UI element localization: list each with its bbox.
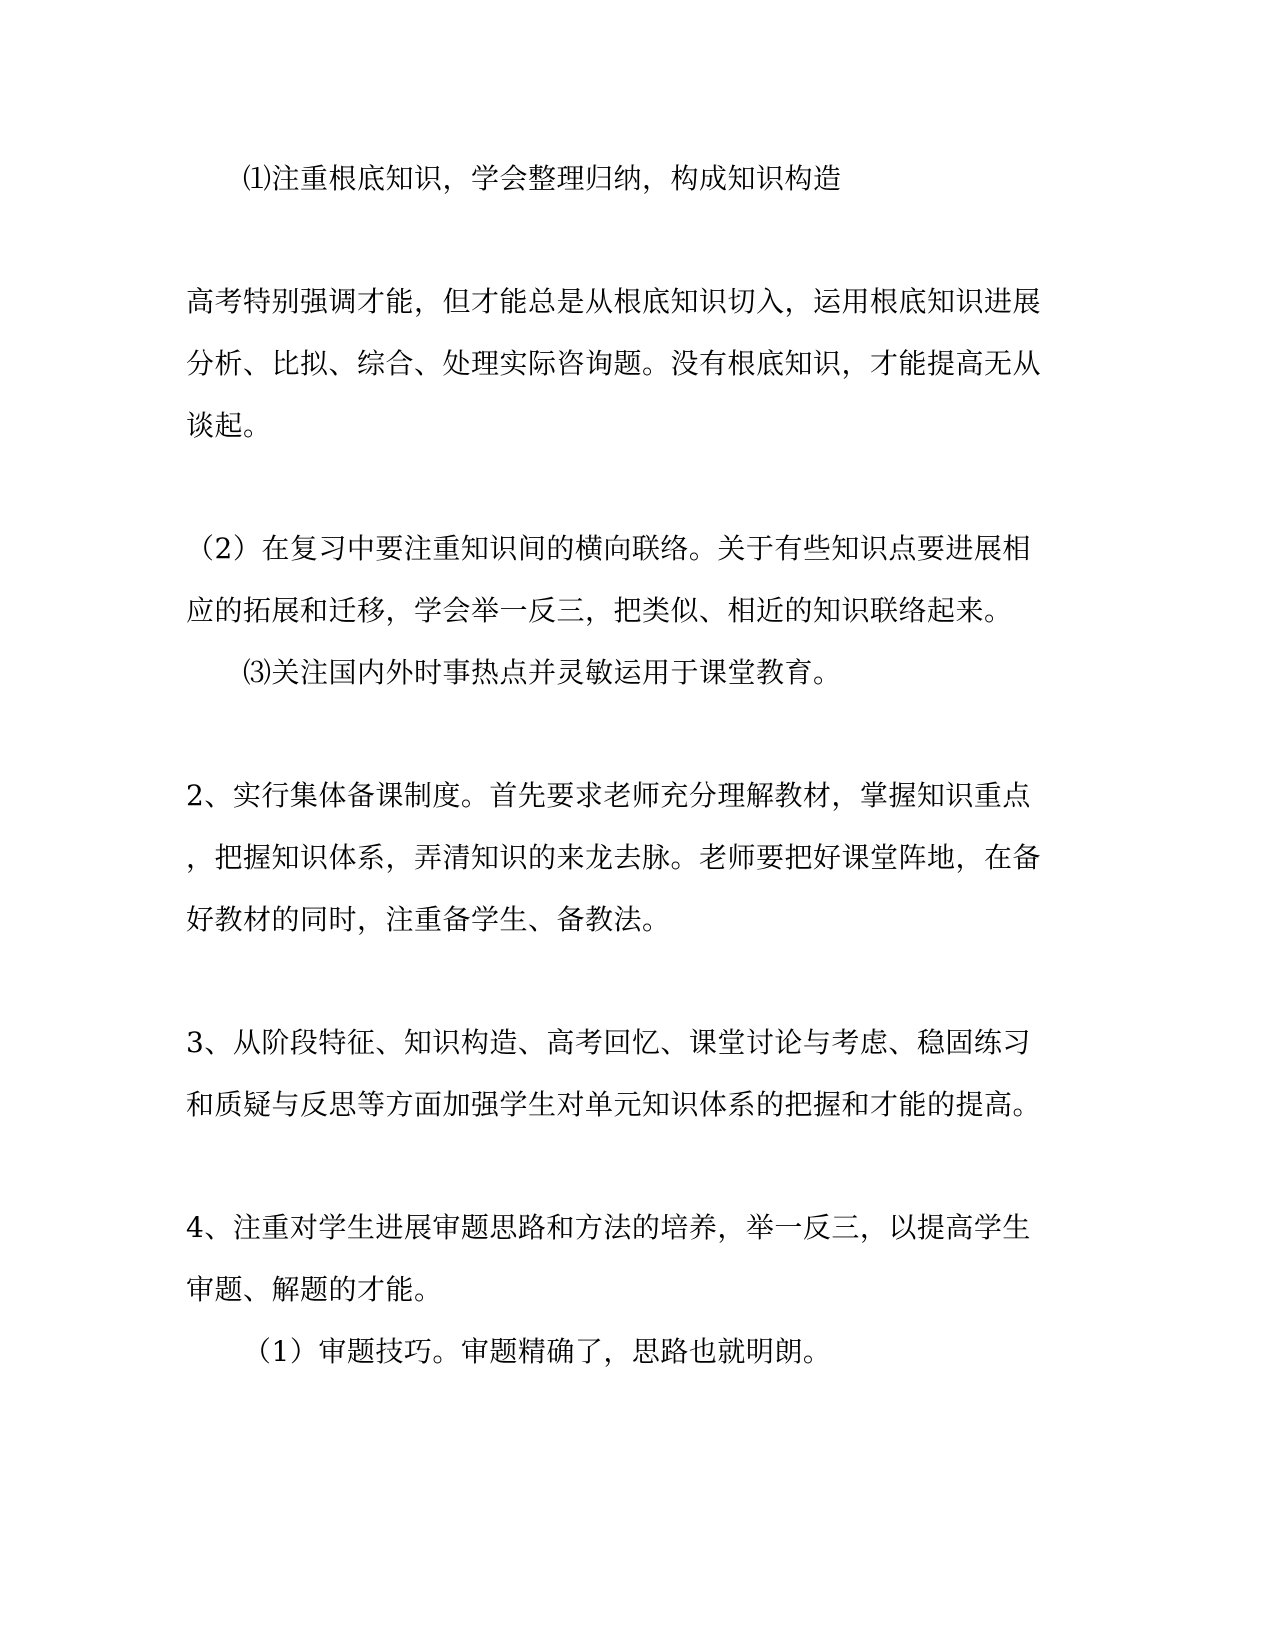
text-line: 谈起。: [186, 409, 272, 442]
text-line: ⑴注重根底知识，学会整理归纳，构成知识构造: [243, 162, 842, 195]
text-line: 应的拓展和迁移，学会举一反三，把类似、相近的知识联络起来。: [186, 594, 1013, 627]
text-line: 和质疑与反思等方面加强学生对单元知识体系的把握和才能的提高。: [186, 1088, 1042, 1121]
text-line: （2）在复习中要注重知识间的横向联络。关于有些知识点要进展相: [186, 532, 1031, 565]
text-line: 好教材的同时，注重备学生、备教法。: [186, 903, 671, 936]
text-line: 审题、解题的才能。: [186, 1273, 443, 1306]
text-line: 高考特别强调才能，但才能总是从根底知识切入，运用根底知识进展: [186, 285, 1042, 318]
text-line: 3、从阶段特征、知识构造、高考回忆、课堂讨论与考虑、稳固练习: [186, 1026, 1031, 1059]
text-line: 2、实行集体备课制度。首先要求老师充分理解教材，掌握知识重点: [186, 779, 1031, 812]
text-line: ⑶关注国内外时事热点并灵敏运用于课堂教育。: [243, 656, 842, 689]
text-line: 分析、比拟、综合、处理实际咨询题。没有根底知识，才能提高无从: [186, 347, 1042, 380]
text-line: （1）审题技巧。审题精确了，思路也就明朗。: [243, 1335, 832, 1368]
text-line: 4、注重对学生进展审题思路和方法的培养，举一反三，以提高学生: [186, 1211, 1031, 1244]
text-line: ，把握知识体系，弄清知识的来龙去脉。老师要把好课堂阵地，在备: [186, 841, 1042, 874]
